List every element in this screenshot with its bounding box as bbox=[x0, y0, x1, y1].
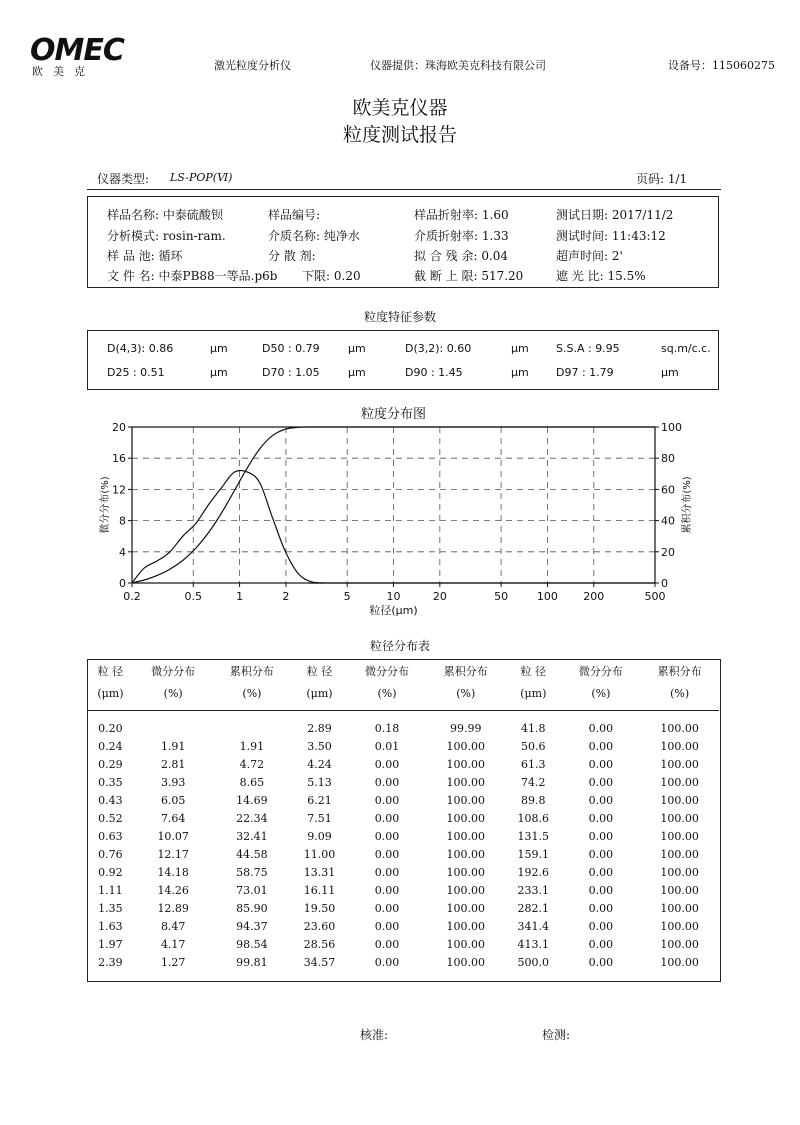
chart-y-tick-label: 12 bbox=[112, 483, 126, 497]
table-row bbox=[87, 953, 719, 971]
table-cell: 0.00 bbox=[588, 937, 614, 951]
table-cell: 413.1 bbox=[517, 937, 550, 951]
table-cell: 0.20 bbox=[98, 721, 123, 735]
table-cell bbox=[134, 711, 213, 738]
chart-y2-tick-label: 40 bbox=[661, 514, 675, 528]
table-cell: 0.00 bbox=[374, 937, 400, 951]
table-cell: 23.60 bbox=[303, 919, 336, 933]
report-title-company: 欧美克仪器 bbox=[352, 97, 448, 119]
table-cell: 9.09 bbox=[307, 829, 332, 843]
table-cell: 94.37 bbox=[236, 919, 268, 933]
chart-y-tick-label: 0 bbox=[119, 577, 126, 590]
sample-name: 样品名称: 中泰硫酸钡 bbox=[107, 208, 223, 222]
table-cell: 1.91 bbox=[160, 739, 186, 753]
reviewer-label: 核准: bbox=[360, 1028, 389, 1042]
table-cell: 6.21 bbox=[307, 793, 332, 807]
table-cell: 0.00 bbox=[588, 811, 614, 825]
param-d25: D25 : 0.51 μm bbox=[107, 366, 228, 379]
distribution-chart bbox=[0, 400, 800, 640]
table-header-cell: 累积分布 bbox=[443, 664, 488, 678]
table-header-cell: (%) bbox=[640, 682, 719, 711]
page-number: 页码: 1/1 bbox=[636, 172, 688, 186]
chart-x-tick-label: 2 bbox=[282, 590, 290, 603]
table-cell: 0.43 bbox=[98, 793, 123, 807]
param-d43: D(4,3): 0.86 μm bbox=[107, 342, 228, 355]
table-cell: 159.1 bbox=[517, 847, 550, 861]
provider: 仪器提供：珠海欧美克科技有限公司 bbox=[370, 59, 546, 72]
table-cell: 341.4 bbox=[517, 919, 550, 933]
table-cell: 282.1 bbox=[517, 901, 550, 915]
table-cell: 100.00 bbox=[660, 829, 699, 843]
table-cell: 19.50 bbox=[303, 901, 336, 915]
tester-label: 检测: bbox=[542, 1028, 571, 1042]
table-cell: 12.17 bbox=[157, 847, 189, 861]
param-ssa: S.S.A : 9.95 sq.m/c.c. bbox=[556, 342, 711, 355]
table-cell: 16.11 bbox=[303, 883, 336, 897]
instrument-type-value: LS-POP(Ⅵ) bbox=[170, 171, 233, 184]
table-cell: 8.65 bbox=[239, 775, 265, 789]
table-cell: 0.00 bbox=[374, 883, 400, 897]
table-cell: 100.00 bbox=[446, 757, 485, 771]
chart-y-tick-label: 8 bbox=[119, 514, 126, 528]
table-cell: 100.00 bbox=[446, 865, 485, 879]
table-cell: 0.00 bbox=[588, 721, 614, 735]
sample-number: 样品编号: bbox=[268, 208, 321, 222]
table-header-cell: (%) bbox=[134, 682, 213, 711]
table-cell: 50.6 bbox=[521, 739, 546, 753]
company-logo bbox=[30, 33, 152, 78]
table-cell: 100.00 bbox=[446, 829, 485, 843]
params-title: 粒度特征参数 bbox=[363, 310, 436, 324]
table-cell: 6.05 bbox=[160, 793, 186, 807]
obscuration: 遮 光 比: 15.5% bbox=[556, 269, 646, 283]
table-cell: 4.17 bbox=[160, 937, 186, 951]
table-cell: 0.00 bbox=[374, 757, 400, 771]
table-header-cell: 累积分布 bbox=[657, 664, 702, 678]
chart-x-tick-label: 1 bbox=[236, 590, 244, 603]
table-cell: 0.00 bbox=[374, 919, 400, 933]
chart-y2-tick-label: 20 bbox=[661, 545, 675, 559]
table-cell: 0.18 bbox=[374, 721, 400, 735]
table-cell: 73.01 bbox=[236, 883, 268, 897]
table-cell: 12.89 bbox=[157, 901, 189, 915]
table-cell: 1.91 bbox=[239, 739, 265, 753]
test-date: 测试日期: 2017/11/2 bbox=[556, 208, 674, 222]
table-cell: 108.6 bbox=[517, 811, 550, 825]
table-cell: 192.6 bbox=[517, 865, 550, 879]
table-cell: 100.00 bbox=[446, 901, 485, 915]
table-cell: 100.00 bbox=[660, 937, 699, 951]
chart-x-axis-label: 粒径(μm) bbox=[369, 604, 418, 617]
table-cell: 0.29 bbox=[98, 757, 123, 771]
ultrasonic-time: 超声时间: 2' bbox=[556, 249, 623, 263]
table-row bbox=[87, 711, 719, 738]
fit-residual: 拟 合 残 余: 0.04 bbox=[414, 249, 509, 263]
table-header-cell: 粒 径 bbox=[97, 664, 124, 678]
table-cell: 100.00 bbox=[660, 919, 699, 933]
chart-y2-tick-label: 0 bbox=[661, 577, 668, 590]
table-cell: 85.90 bbox=[236, 901, 268, 915]
file-name: 文 件 名: 中泰PB88一等品.p6b bbox=[107, 269, 278, 283]
table-cell: 7.64 bbox=[160, 811, 186, 825]
table-cell: 0.00 bbox=[374, 775, 400, 789]
table-header-cell: 粒 径 bbox=[306, 664, 333, 678]
table-cell: 100.00 bbox=[660, 739, 699, 753]
table-cell: 0.00 bbox=[588, 757, 614, 771]
sample-cell: 样 品 池: 循环 bbox=[107, 249, 183, 263]
table-cell: 3.50 bbox=[307, 739, 332, 753]
table-cell: 100.00 bbox=[446, 739, 485, 753]
chart-x-tick-label: 10 bbox=[386, 590, 401, 603]
table-cell: 0.24 bbox=[98, 739, 123, 753]
table-cell: 99.81 bbox=[236, 955, 268, 969]
table-cell: 0.00 bbox=[588, 955, 614, 969]
table-cell: 100.00 bbox=[446, 955, 485, 969]
report-title: 粒度测试报告 bbox=[342, 124, 457, 146]
table-row bbox=[87, 791, 719, 809]
table-cell: 34.57 bbox=[303, 955, 336, 969]
chart-y2-tick-label: 100 bbox=[661, 421, 682, 434]
table-cell: 0.00 bbox=[588, 793, 614, 807]
table-cell: 1.11 bbox=[98, 883, 123, 897]
table-cell: 13.31 bbox=[303, 865, 336, 879]
table-cell: 100.00 bbox=[446, 811, 485, 825]
table-cell: 0.00 bbox=[588, 883, 614, 897]
table-header-cell: 粒 径 bbox=[520, 664, 547, 678]
table-cell: 2.39 bbox=[98, 955, 123, 969]
table-cell: 100.00 bbox=[660, 793, 699, 807]
table-cell: 0.00 bbox=[374, 901, 400, 915]
params-box bbox=[87, 330, 719, 390]
table-cell: 100.00 bbox=[446, 793, 485, 807]
table-row bbox=[87, 827, 719, 845]
table-cell: 0.00 bbox=[374, 829, 400, 843]
device-number: 设备号：115060275 bbox=[668, 59, 775, 72]
table-cell: 10.07 bbox=[157, 829, 189, 843]
table-cell: 0.00 bbox=[588, 865, 614, 879]
table-cell: 32.41 bbox=[236, 829, 268, 843]
table-cell: 0.01 bbox=[374, 739, 400, 753]
table-cell: 100.00 bbox=[660, 955, 699, 969]
chart-x-tick-label: 5 bbox=[343, 590, 351, 603]
table-cell: 2.81 bbox=[160, 757, 186, 771]
table-title: 粒径分布表 bbox=[369, 639, 430, 653]
table-cell: 1.97 bbox=[98, 937, 123, 951]
chart-y2-tick-label: 60 bbox=[661, 483, 675, 497]
table-header-row bbox=[87, 682, 719, 711]
table-row bbox=[87, 881, 719, 899]
divider bbox=[87, 189, 721, 190]
table-header-cell: (%) bbox=[561, 682, 640, 711]
table-header-cell: (%) bbox=[213, 682, 292, 711]
instrument-name: 激光粒度分析仪 bbox=[214, 59, 291, 72]
table-header-cell: (μm) bbox=[87, 682, 134, 711]
logo-subtitle: 欧美克 bbox=[32, 65, 95, 78]
table-cell: 100.00 bbox=[660, 721, 699, 735]
chart-x-tick-label: 0.2 bbox=[123, 590, 141, 603]
medium-refractive-index: 介质折射率: 1.33 bbox=[414, 229, 509, 243]
chart-y-tick-label: 4 bbox=[119, 545, 126, 559]
param-d50: D50 : 0.79 μm bbox=[262, 342, 366, 355]
table-cell: 131.5 bbox=[517, 829, 550, 843]
table-cell: 44.58 bbox=[236, 847, 268, 861]
param-d70: D70 : 1.05 μm bbox=[262, 366, 366, 379]
upper-limit: 截 断 上 限: 517.20 bbox=[414, 269, 524, 283]
table-cell: 0.00 bbox=[588, 919, 614, 933]
instrument-type-label: 仪器类型: bbox=[97, 172, 150, 186]
table-row bbox=[87, 773, 719, 791]
chart-x-tick-label: 200 bbox=[583, 590, 605, 603]
table-cell: 14.26 bbox=[157, 883, 189, 897]
table-cell: 1.27 bbox=[160, 955, 186, 969]
chart-title: 粒度分布图 bbox=[360, 407, 427, 422]
table-cell: 500.0 bbox=[517, 955, 550, 969]
table-header-cell: (%) bbox=[426, 682, 505, 711]
table-cell: 100.00 bbox=[446, 883, 485, 897]
sample-refractive-index: 样品折射率: 1.60 bbox=[414, 208, 509, 222]
distribution-table bbox=[87, 660, 719, 971]
table-cell: 14.18 bbox=[157, 865, 189, 879]
table-cell: 0.00 bbox=[374, 811, 400, 825]
table-cell: 233.1 bbox=[517, 883, 550, 897]
table-cell: 4.24 bbox=[307, 757, 332, 771]
dispersant: 分 散 剂: bbox=[268, 249, 316, 263]
table-cell: 1.35 bbox=[98, 901, 123, 915]
chart-x-tick-label: 500 bbox=[644, 590, 666, 603]
table-cell: 7.51 bbox=[307, 811, 332, 825]
table-cell: 0.00 bbox=[588, 847, 614, 861]
table-header-cell: (μm) bbox=[291, 682, 347, 711]
table-cell: 61.3 bbox=[521, 757, 546, 771]
chart-y-tick-label: 20 bbox=[112, 421, 126, 434]
table-cell: 4.72 bbox=[239, 757, 265, 771]
table-cell: 0.00 bbox=[588, 775, 614, 789]
table-cell: 8.47 bbox=[160, 919, 186, 933]
table-cell: 100.00 bbox=[660, 865, 699, 879]
table-cell: 28.56 bbox=[303, 937, 336, 951]
lower-limit: 下限: 0.20 bbox=[302, 269, 361, 283]
table-cell: 0.00 bbox=[374, 865, 400, 879]
table-cell: 0.00 bbox=[588, 901, 614, 915]
table-cell: 74.2 bbox=[521, 775, 546, 789]
table-cell: 0.92 bbox=[98, 865, 123, 879]
table-header-row bbox=[87, 660, 719, 682]
param-d90: D90 : 1.45 μm bbox=[405, 366, 529, 379]
table-cell: 41.8 bbox=[521, 721, 546, 735]
table-cell: 100.00 bbox=[660, 757, 699, 771]
table-cell: 0.35 bbox=[98, 775, 123, 789]
table-cell: 100.00 bbox=[660, 847, 699, 861]
table-cell: 0.00 bbox=[374, 847, 400, 861]
table-cell: 58.75 bbox=[236, 865, 268, 879]
table-cell: 11.00 bbox=[303, 847, 336, 861]
chart-y-tick-label: 16 bbox=[112, 452, 126, 466]
chart-y2-axis-label: 累积分布(%) bbox=[682, 476, 693, 534]
chart-y-axis-label: 微分分布(%) bbox=[100, 476, 111, 534]
param-d32: D(3,2): 0.60 μm bbox=[405, 342, 529, 355]
table-cell: 89.8 bbox=[521, 793, 546, 807]
table-cell: 22.34 bbox=[236, 811, 268, 825]
medium-name: 介质名称: 纯净水 bbox=[268, 229, 360, 243]
param-d97: D97 : 1.79 μm bbox=[556, 366, 679, 379]
table-cell: 0.76 bbox=[98, 847, 123, 861]
table-cell: 100.00 bbox=[446, 919, 485, 933]
table-row bbox=[87, 917, 719, 935]
table-header-cell: (μm) bbox=[505, 682, 561, 711]
table-row bbox=[87, 935, 719, 953]
table-cell: 100.00 bbox=[660, 811, 699, 825]
table-header-cell: (%) bbox=[348, 682, 427, 711]
logo-mark: OMEC bbox=[30, 33, 124, 68]
chart-y2-tick-label: 80 bbox=[661, 452, 675, 466]
chart-x-tick-label: 20 bbox=[432, 590, 447, 603]
table-row bbox=[87, 737, 719, 755]
table-row bbox=[87, 755, 719, 773]
chart-x-tick-label: 50 bbox=[494, 590, 509, 603]
table-cell: 0.00 bbox=[588, 829, 614, 843]
table-cell: 100.00 bbox=[446, 937, 485, 951]
test-time: 测试时间: 11:43:12 bbox=[556, 229, 666, 243]
table-header-cell: 微分分布 bbox=[578, 664, 623, 678]
chart-x-tick-label: 0.5 bbox=[184, 590, 202, 603]
table-header-cell: 微分分布 bbox=[365, 664, 410, 678]
analysis-mode: 分析模式: rosin-ram. bbox=[107, 229, 226, 243]
table-header-cell: 微分分布 bbox=[151, 664, 196, 678]
table-row bbox=[87, 899, 719, 917]
table-cell: 0.52 bbox=[98, 811, 123, 825]
table-cell: 1.63 bbox=[98, 919, 123, 933]
table-row bbox=[87, 845, 719, 863]
table-cell: 100.00 bbox=[660, 775, 699, 789]
table-cell: 0.00 bbox=[374, 955, 400, 969]
table-cell: 98.54 bbox=[236, 937, 268, 951]
table-cell: 100.00 bbox=[446, 775, 485, 789]
chart-x-tick-label: 100 bbox=[536, 590, 558, 603]
table-cell: 2.89 bbox=[307, 721, 332, 735]
table-cell: 3.93 bbox=[160, 775, 186, 789]
table-cell: 5.13 bbox=[307, 775, 332, 789]
table-cell: 0.00 bbox=[588, 739, 614, 753]
table-cell: 0.63 bbox=[98, 829, 123, 843]
table-cell: 100.00 bbox=[446, 847, 485, 861]
table-cell: 100.00 bbox=[660, 901, 699, 915]
table-cell: 0.00 bbox=[374, 793, 400, 807]
table-cell bbox=[213, 711, 292, 738]
table-row bbox=[87, 809, 719, 827]
table-cell: 100.00 bbox=[660, 883, 699, 897]
table-cell: 99.99 bbox=[450, 721, 482, 735]
table-header-cell: 累积分布 bbox=[229, 664, 274, 678]
table-row bbox=[87, 863, 719, 881]
table-cell: 14.69 bbox=[236, 793, 268, 807]
